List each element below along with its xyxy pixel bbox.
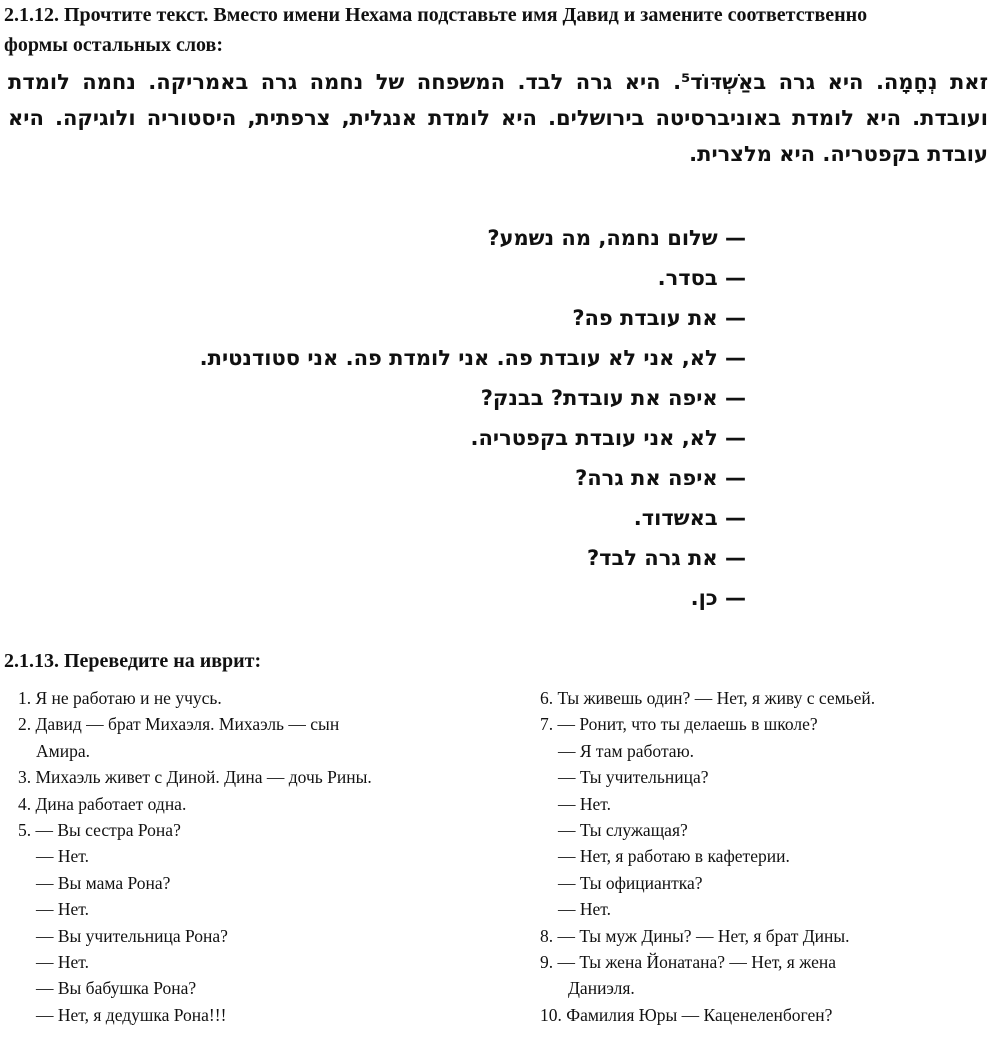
list-item: — Я там работаю. [558,740,695,761]
list-item: Амира. [36,740,90,761]
list-item: 1. Я не работаю и не учусь. [18,688,222,708]
exercise-12-heading [4,0,994,60]
hebrew-dialogue [26,218,746,618]
dialogue-line: — את עובדת פה? [572,306,746,330]
list-item: — Нет. [36,952,89,973]
list-item: — Ты официантка? [558,872,703,893]
list-item: — Нет. [558,899,611,920]
list-item: — Ты служащая? [558,820,688,841]
dialogue-line: — כן. [690,586,746,610]
dialogue-line: — איפה את גרה? [575,466,746,490]
list-item: 4. Дина работает одна. [18,793,187,814]
list-item: — Вы учительница Рона? [36,925,228,946]
dialogue-line: — איפה את עובדת? בבנק? [480,386,746,410]
list-item: 8. — Ты муж Дины? — Нет, я брат Дины. [540,925,850,946]
list-item: 2. Давид — брат Михаэля. Михаэль — сын [18,714,340,735]
exercise-13-right-column [540,685,990,1028]
dialogue-line: — בסדר. [657,266,746,290]
list-item: — Нет, я работаю в кафетерии. [558,846,790,867]
list-item: 10. Фамилия Юры — Каценеленбоген? [540,1004,833,1025]
list-item: 3. Михаэль живет с Диной. Дина — дочь Рины. [18,767,372,788]
list-item: 6. Ты живешь один? — Нет, я живу с семьей. [540,688,876,708]
dialogue-line: — באשדוד. [633,506,746,530]
dialogue-line: — את גרה לבד? [586,546,746,570]
exercise-12-heading-line1: 2.1.12. Прочтите текст. Вместо имени Нехама подставьте имя Давид и замените соответственно [4,4,868,26]
dialogue-line: — לא, אני לא עובדת פה. אני לומדת פה. אני סטודנטית. [199,346,746,370]
list-item: 5. — Вы сестра Рона? [18,820,181,841]
exercise-13-heading: 2.1.13. Переведите на иврит: [4,650,262,672]
list-item: — Ты учительница? [558,767,709,788]
list-item: — Нет. [558,793,611,814]
list-item: Даниэля. [568,978,635,999]
list-item: — Вы мама Рона? [36,872,171,893]
exercise-13-left-column [18,685,488,1028]
list-item: — Нет, я дедушка Рона!!! [36,1004,227,1025]
list-item: — Вы бабушка Рона? [36,978,197,999]
list-item: — Нет. [36,899,89,920]
list-item: 7. — Ронит, что ты делаешь в школе? [540,714,818,735]
list-item: — Нет. [36,846,89,867]
hebrew-paragraph: זאת נְחָמָה. היא גרה באַשְׁדּוֹד⁵. היא גרה לבד. המשפחה של נחמה גרה באמריקה. נחמה לומדת ועובדת. היא לומדת באוניברסיטה בירושלים. היא לומדת אנגלית, צרפתית, היסטוריה ולוגיקה. היא עובדת בקפטריה. היא מלצרית. [8,70,988,166]
dialogue-line: — שלום נחמה, מה נשמע? [487,226,746,250]
list-item: 9. — Ты жена Йонатана? — Нет, я жена [540,952,836,973]
exercise-12-heading-line2: формы остальных слов: [4,34,224,56]
dialogue-line: — לא, אני עובדת בקפטריה. [470,426,746,450]
